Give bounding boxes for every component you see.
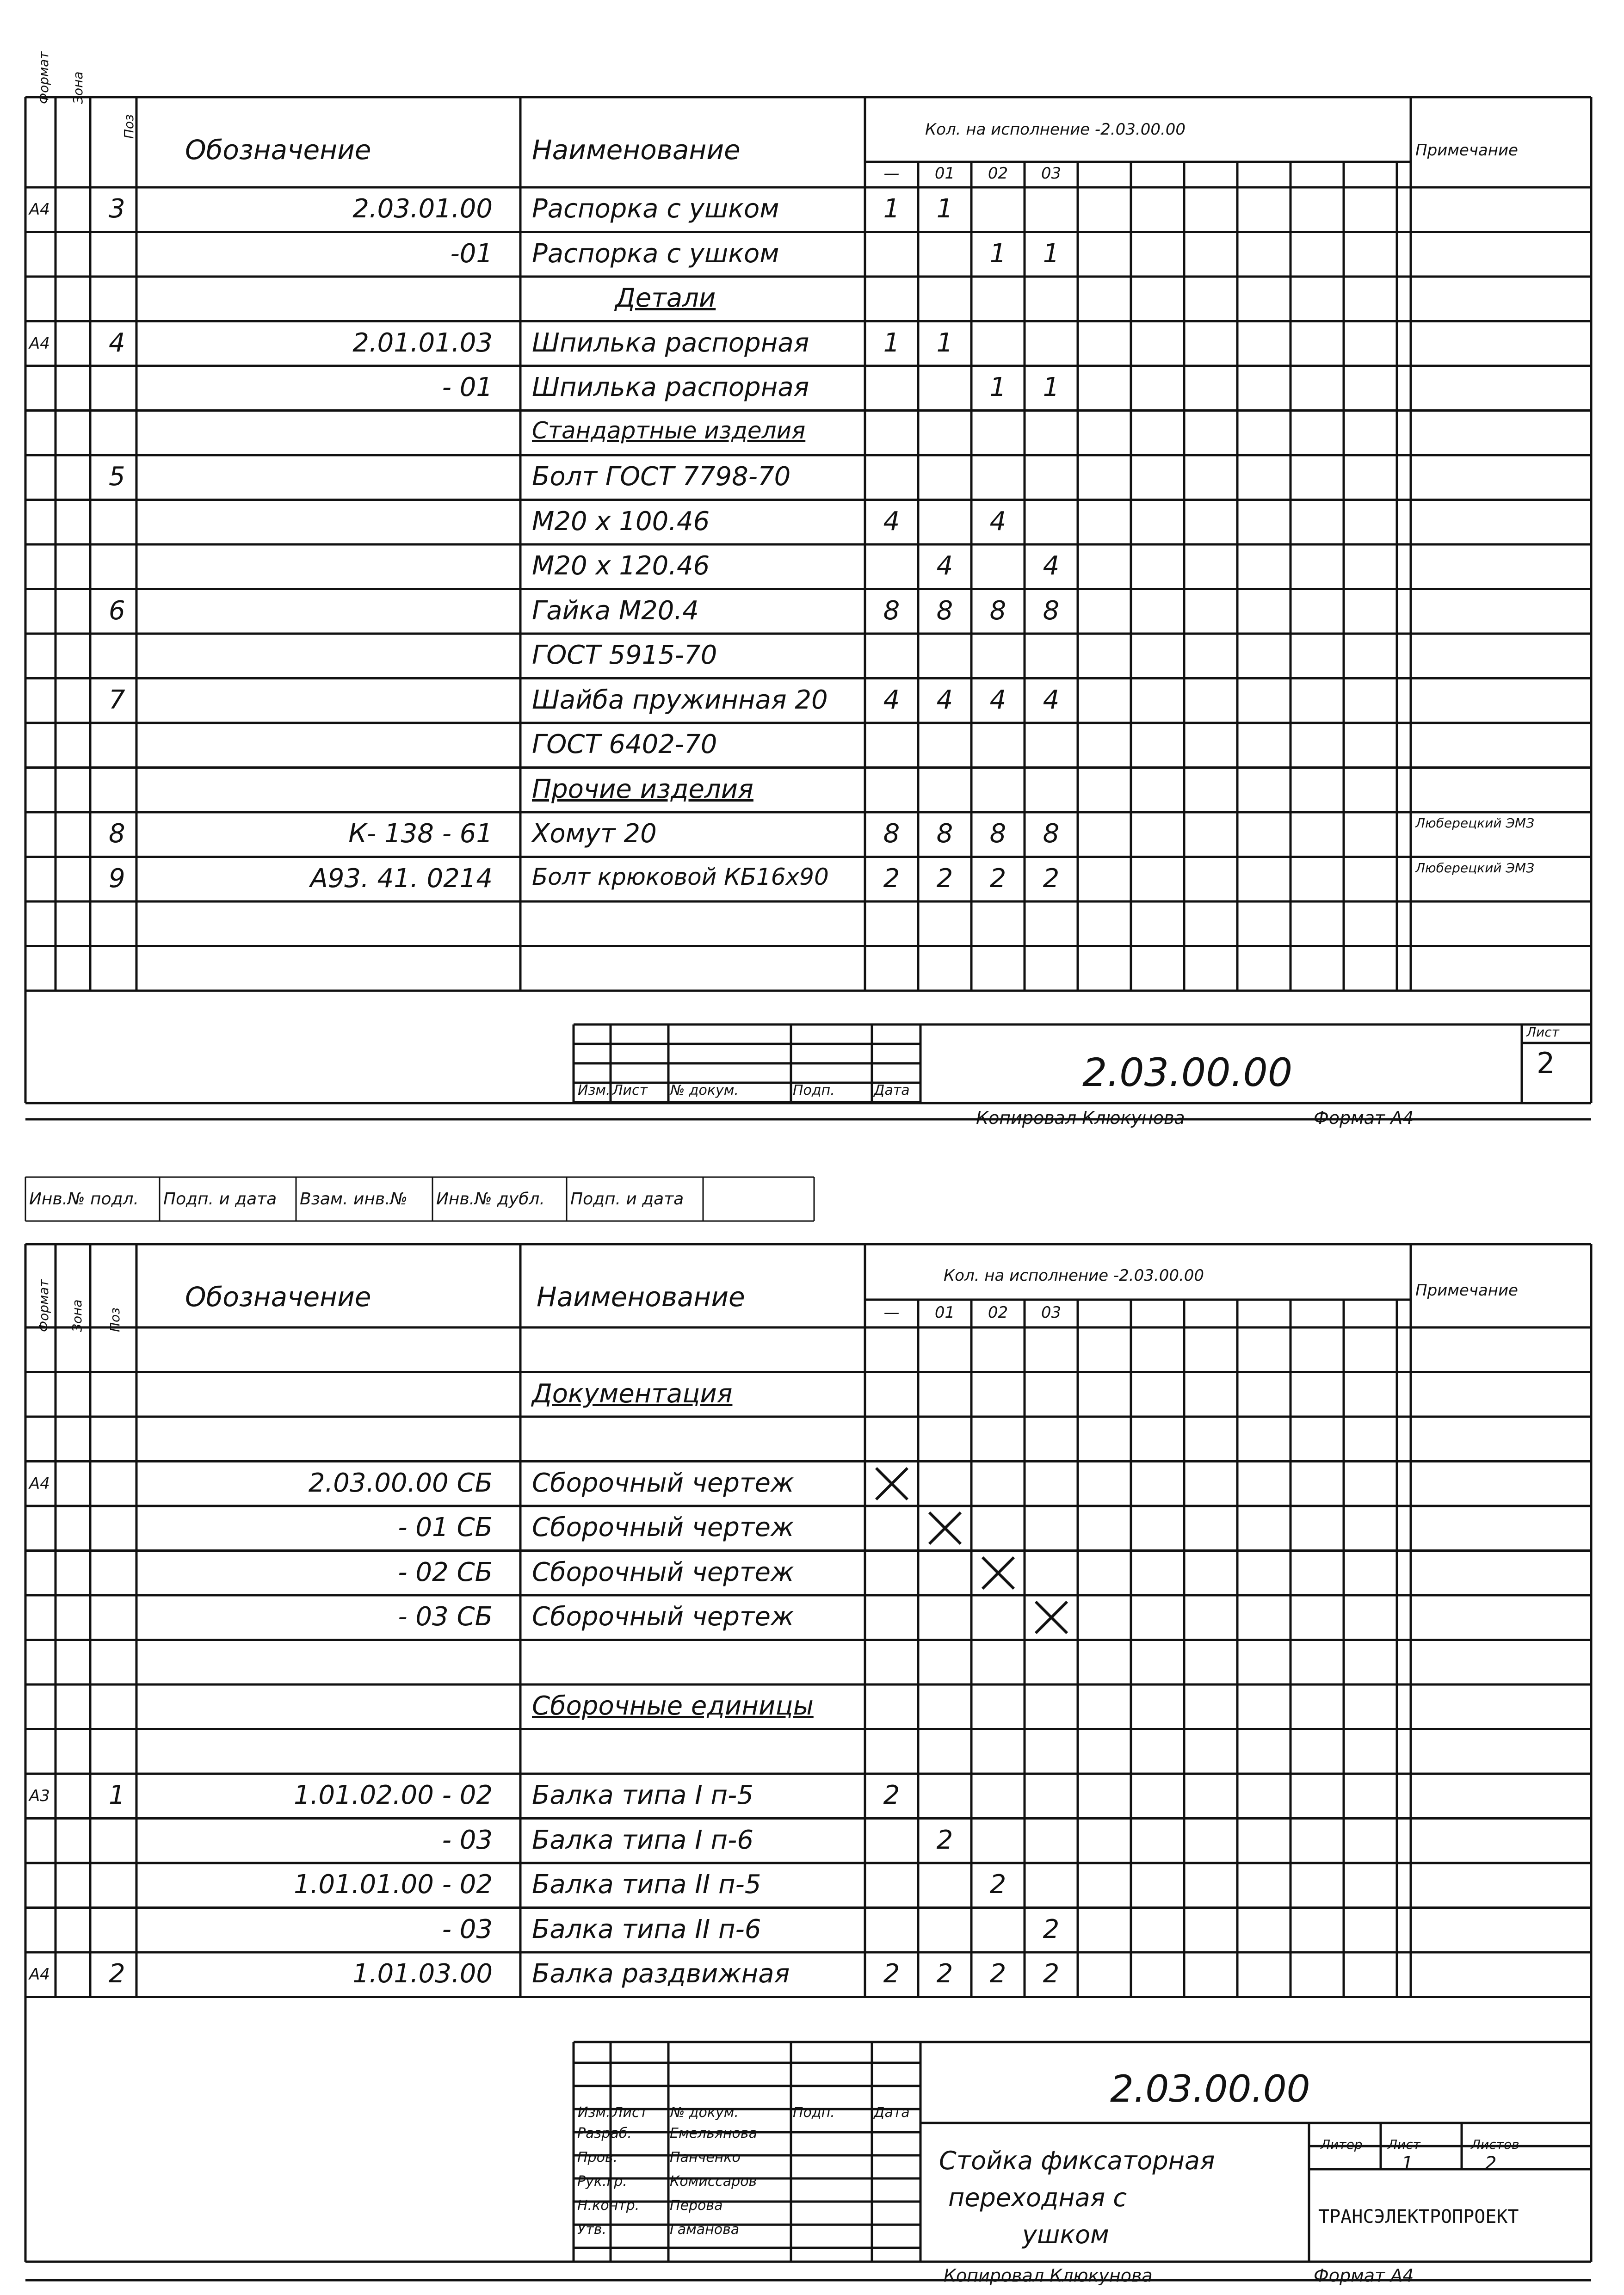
row-name: Сборочные единицы: [532, 1691, 814, 1721]
row-name: Сборочный чертеж: [532, 1557, 794, 1587]
row-position: 4: [109, 327, 125, 358]
row-designation: - 01 СБ: [398, 1512, 493, 1542]
bottom-header-format: Формат: [36, 1279, 51, 1332]
qty-column-header: 02: [988, 164, 1008, 183]
row-qty: 2: [989, 1959, 1007, 1989]
title-block-person: Комиссаров: [670, 2173, 757, 2190]
organization: ТРАНСЭЛЕКТРОПРОЕКТ: [1318, 2206, 1519, 2227]
sheets-total: 2: [1485, 2153, 1497, 2174]
title-block-role: Рук.гр.: [577, 2173, 627, 2190]
row-name: Шайба пружинная 20: [532, 685, 828, 715]
row-position: 7: [109, 685, 125, 715]
title-block-col-label: Дата: [874, 2104, 910, 2121]
row-name: Сборочный чертеж: [532, 1468, 794, 1498]
row-designation: 2.03.01.00: [352, 194, 493, 224]
row-qty: 1: [936, 194, 953, 224]
row-designation: 2.01.01.03: [352, 327, 493, 358]
qty-column-header: 01: [934, 164, 955, 183]
top-header-designation: Обозначение: [185, 134, 371, 166]
row-name: Балка раздвижная: [532, 1959, 790, 1989]
row-qty: 1: [883, 194, 900, 224]
row-name: ГОСТ 5915-70: [532, 640, 717, 670]
row-name: Детали: [615, 283, 716, 313]
row-name: М20 х 120.46: [532, 551, 710, 581]
row-qty: 4: [936, 551, 953, 581]
row-name: Стандартные изделия: [532, 417, 806, 444]
title-block-col-label: Подп.: [793, 1082, 835, 1098]
row-designation: - 03 СБ: [398, 1602, 493, 1632]
bottom-header-pos: Поз: [107, 1307, 123, 1332]
row-position: 6: [109, 595, 125, 626]
sheets-label: Листов: [1471, 2137, 1519, 2152]
row-qty: 8: [989, 595, 1007, 626]
row-designation: 1.01.01.00 - 02: [294, 1869, 493, 1900]
side-strip-cell: Подп. и дата: [163, 1190, 277, 1209]
row-format: А4: [29, 334, 50, 353]
title-block-role: Утв.: [577, 2221, 606, 2238]
row-name: Сборочный чертеж: [532, 1512, 794, 1542]
top-header-format: Формат: [36, 51, 51, 104]
qty-column-header: 03: [1041, 164, 1062, 183]
qty-column-header: 01: [934, 1303, 955, 1322]
liter-label: Литер: [1321, 2137, 1363, 2152]
row-qty: 4: [883, 506, 900, 537]
row-qty: 2: [1043, 863, 1060, 894]
row-position: 3: [109, 194, 125, 224]
row-name: Балка типа II п-5: [532, 1869, 761, 1900]
product-title-line2: переходная с: [948, 2183, 1127, 2212]
row-designation: - 03: [442, 1825, 493, 1855]
row-qty: 8: [883, 819, 900, 849]
row-qty: 4: [989, 685, 1007, 715]
row-name: Болт ГОСТ 7798-70: [532, 462, 791, 492]
sheet-label: Лист: [1388, 2137, 1420, 2152]
row-qty: 2: [883, 1959, 900, 1989]
row-qty: 4: [936, 685, 953, 715]
top-sheet-number: 2: [1537, 1046, 1555, 1080]
row-designation: -01: [450, 238, 493, 269]
qty-column-header: 03: [1041, 1303, 1062, 1322]
qty-column-header: —: [883, 1303, 900, 1322]
row-position: 2: [109, 1959, 125, 1989]
row-qty: 2: [989, 863, 1007, 894]
bottom-header-note: Примечание: [1415, 1281, 1518, 1300]
row-format: А3: [29, 1787, 50, 1805]
row-name: Сборочный чертеж: [532, 1602, 794, 1632]
row-designation: К- 138 - 61: [348, 819, 493, 849]
row-qty: 1: [989, 372, 1007, 402]
top-header-note: Примечание: [1415, 141, 1518, 160]
row-qty: 8: [1043, 595, 1060, 626]
row-qty: 2: [883, 863, 900, 894]
bottom-header-zone: Зона: [69, 1299, 85, 1332]
title-block-col-label: Дата: [874, 1082, 910, 1098]
row-designation: А93. 41. 0214: [310, 863, 493, 894]
row-name: Балка типа I п-6: [532, 1825, 753, 1855]
row-designation: 1.01.02.00 - 02: [294, 1780, 493, 1810]
row-designation: - 01: [442, 372, 493, 402]
sheet-number: 1: [1402, 2153, 1414, 2174]
bottom-header-qty-title: Кол. на исполнение -2.03.00.00: [944, 1266, 1204, 1285]
row-position: 8: [109, 819, 125, 849]
title-block-col-label: № докум.: [670, 1082, 739, 1098]
row-position: 5: [109, 462, 125, 492]
row-name: Хомут 20: [532, 819, 657, 849]
top-doc-number: 2.03.00.00: [1082, 1050, 1293, 1095]
top-header-qty-title: Кол. на исполнение -2.03.00.00: [925, 120, 1186, 139]
row-qty: 1: [1043, 238, 1060, 269]
row-designation: 1.01.03.00: [352, 1959, 493, 1989]
row-designation: - 03: [442, 1914, 493, 1944]
row-name: Шпилька распорная: [532, 327, 809, 358]
side-strip-cell: Подп. и дата: [570, 1190, 684, 1209]
row-qty-cross: [980, 1555, 1017, 1592]
row-name: Болт крюковой КБ16х90: [532, 863, 829, 890]
row-qty: 4: [1043, 551, 1060, 581]
title-block-col-label: Подп.: [793, 2104, 835, 2121]
row-position: 9: [109, 863, 125, 894]
row-format: А4: [29, 200, 50, 219]
row-designation: - 02 СБ: [398, 1557, 493, 1587]
row-name: М20 х 100.46: [532, 506, 710, 537]
bottom-header-name: Наименование: [537, 1281, 745, 1313]
row-qty-cross: [1033, 1599, 1070, 1636]
title-block-person: Панченко: [670, 2149, 741, 2165]
row-qty: 1: [989, 238, 1007, 269]
row-designation: 2.03.00.00 СБ: [308, 1468, 493, 1498]
row-qty: 8: [989, 819, 1007, 849]
row-qty: 8: [1043, 819, 1060, 849]
row-format: А4: [29, 1474, 50, 1493]
row-name: Распорка с ушком: [532, 238, 779, 269]
row-qty: 1: [883, 327, 900, 358]
top-copied-by: Копировал Клюкунова: [976, 1108, 1185, 1128]
row-qty: 4: [989, 506, 1007, 537]
top-header-pos: Поз: [121, 114, 136, 139]
title-block-person: Перова: [670, 2197, 723, 2214]
title-block-col-label: Изм.: [578, 1082, 611, 1098]
title-block-person: Емельянова: [670, 2125, 757, 2141]
title-block-col-label: Лист: [612, 1082, 648, 1098]
qty-column-header: —: [883, 164, 900, 183]
row-qty: 8: [936, 819, 953, 849]
row-name: Документация: [532, 1378, 733, 1409]
bottom-header-designation: Обозначение: [185, 1281, 371, 1313]
title-block-role: Разраб.: [577, 2125, 632, 2141]
row-qty: 2: [883, 1780, 900, 1810]
row-name: Балка типа I п-5: [532, 1780, 753, 1810]
title-block-role: Пров.: [577, 2149, 618, 2165]
top-header-zone: Зона: [70, 71, 86, 104]
row-qty: 1: [1043, 372, 1060, 402]
row-qty: 2: [1043, 1959, 1060, 1989]
row-name: Гайка М20.4: [532, 595, 699, 626]
row-position: 1: [109, 1780, 125, 1810]
row-qty: 4: [1043, 685, 1060, 715]
row-qty-cross: [926, 1510, 963, 1547]
side-strip-cell: Инв.№ подл.: [29, 1190, 139, 1209]
row-name: Шпилька распорная: [532, 372, 809, 402]
row-name: ГОСТ 6402-70: [532, 729, 717, 759]
row-qty: 2: [936, 1959, 953, 1989]
bottom-doc-number: 2.03.00.00: [1110, 2067, 1310, 2110]
side-strip-cell: Инв.№ дубл.: [436, 1190, 545, 1209]
title-block-col-label: № докум.: [670, 2104, 739, 2121]
row-qty: 2: [936, 863, 953, 894]
row-qty: 2: [936, 1825, 953, 1855]
side-strip-cell: Взам. инв.№: [300, 1190, 408, 1209]
bottom-copied-by: Копировал Клюкунова: [944, 2265, 1153, 2286]
title-block-col-label: Лист: [612, 2104, 648, 2121]
row-qty: 8: [883, 595, 900, 626]
row-name: Прочие изделия: [532, 774, 753, 804]
row-qty: 4: [883, 685, 900, 715]
row-name: Балка типа II п-6: [532, 1914, 761, 1944]
title-block-role: Н.контр.: [577, 2197, 640, 2214]
row-qty: 2: [989, 1869, 1007, 1900]
row-qty: 8: [936, 595, 953, 626]
top-format: Формат А4: [1314, 1108, 1414, 1128]
title-block-col-label: Изм.: [578, 2104, 611, 2121]
row-name: Распорка с ушком: [532, 194, 779, 224]
top-sheet-label: Лист: [1526, 1024, 1559, 1040]
row-note: Люберецкий ЭМЗ: [1415, 815, 1535, 831]
top-header-name: Наименование: [532, 134, 741, 166]
qty-column-header: 02: [988, 1303, 1008, 1322]
row-qty-cross: [873, 1465, 910, 1502]
title-block-person: Гаманова: [670, 2221, 740, 2238]
row-note: Люберецкий ЭМЗ: [1415, 860, 1535, 876]
product-title-line1: Стойка фиксаторная: [939, 2146, 1215, 2175]
row-qty: 1: [936, 327, 953, 358]
product-title-line3: ушком: [1022, 2220, 1109, 2249]
row-qty: 2: [1043, 1914, 1060, 1944]
row-format: А4: [29, 1965, 50, 1984]
bottom-format: Формат А4: [1314, 2265, 1414, 2286]
